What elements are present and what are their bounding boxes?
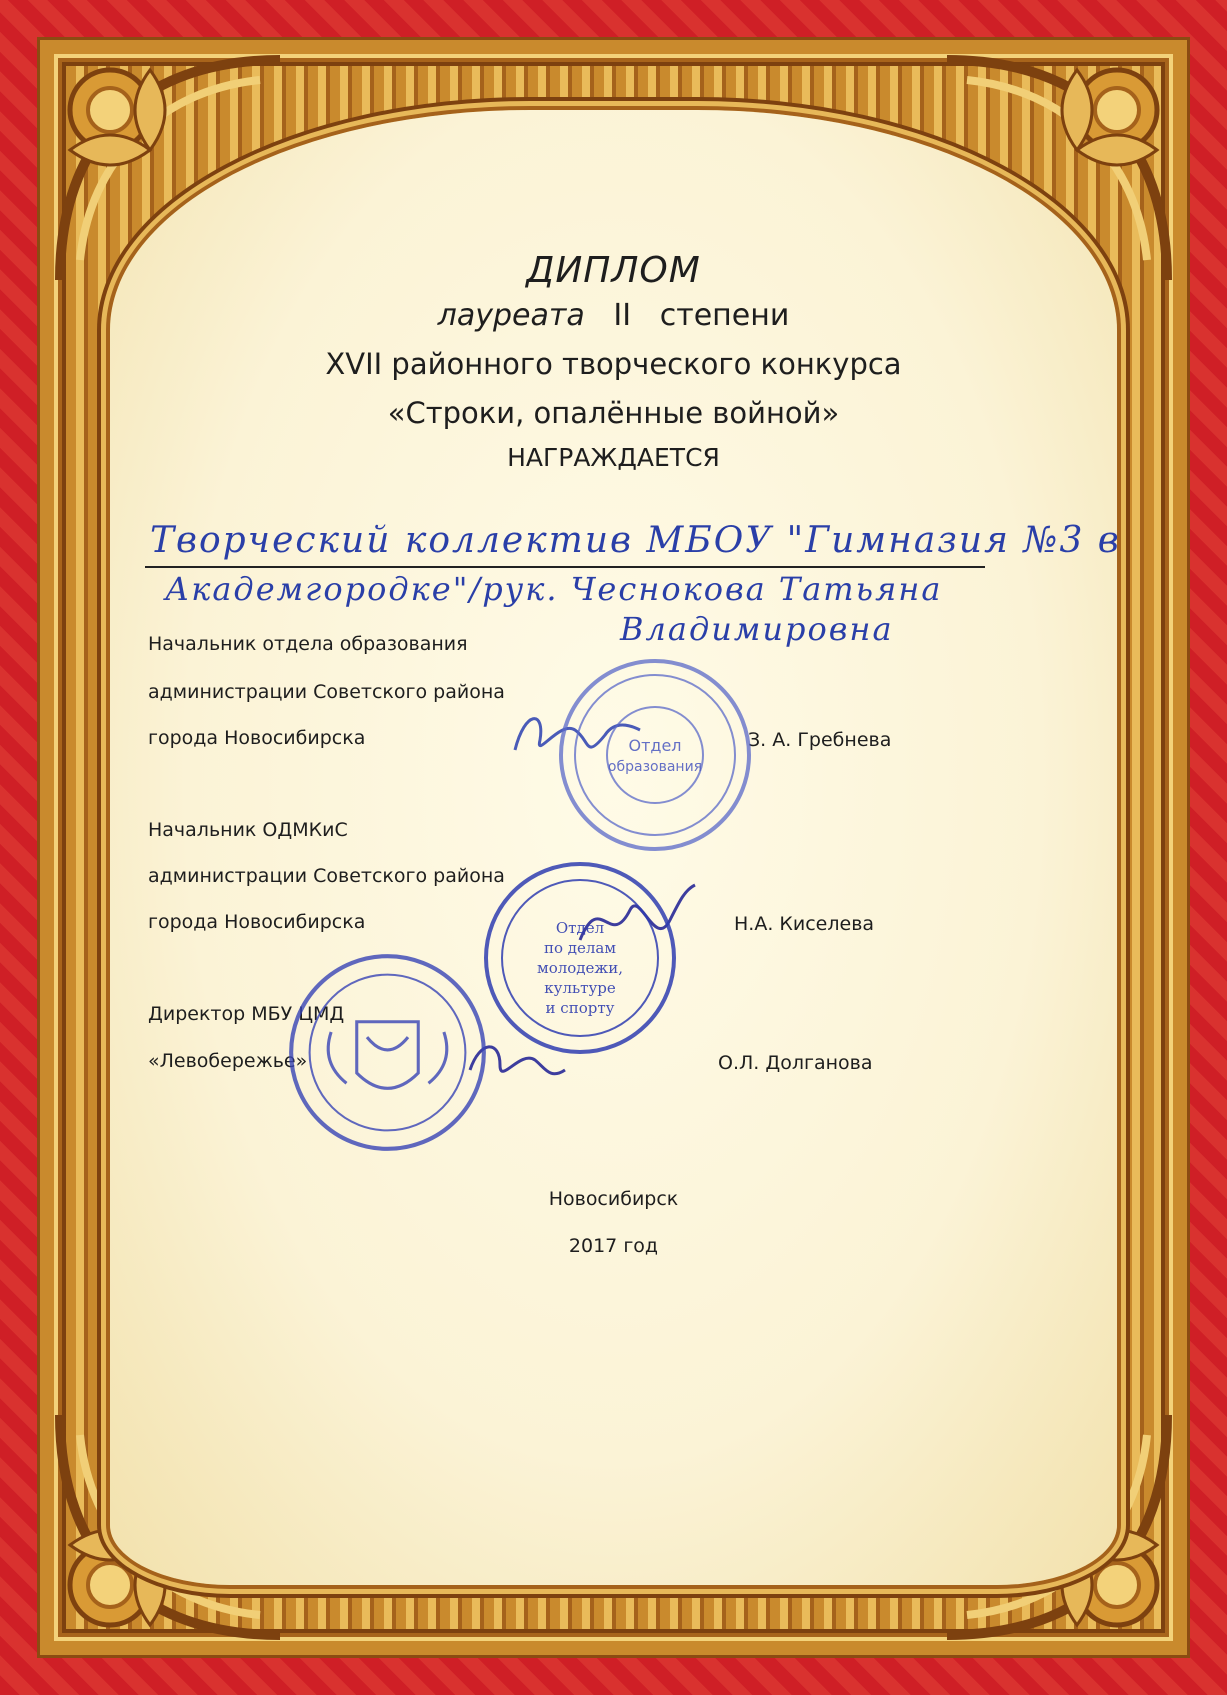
laureate-degree-rest: степени: [659, 298, 790, 333]
diploma-title: ДИПЛОМ: [526, 250, 701, 291]
stamp-youth-culture-department: [480, 858, 680, 1058]
contest-line: XVII районного творческого конкурса: [325, 347, 902, 381]
laureate-degree-line: [0, 298, 1227, 333]
signatory-3-line-2: «Левобережье»: [148, 1050, 308, 1072]
signatory-3-line-1: Директор МБУ ЦМД: [148, 1003, 345, 1025]
laureate-word: лауреата: [437, 298, 585, 333]
city: Новосибирск: [548, 1188, 679, 1210]
stamp-2-center-text-line-1: Отдел: [555, 919, 605, 937]
signatory-1-line-2: администрации Советского района: [148, 681, 505, 703]
stamp-education-department: [555, 655, 755, 855]
stamp-2-center-text-line-5: и спорту: [545, 999, 615, 1017]
signatory-2-line-3: города Новосибирска: [148, 911, 366, 933]
stamp-2-center-text-line-3: молодежи,: [537, 959, 623, 977]
stamp-1-center-text-line-2: образования: [607, 759, 703, 775]
recipient-handwritten-line-2: Академгородке"/рук. Чеснокова Татьяна: [165, 570, 943, 608]
stamp-2-center-text-line-4: культуре: [544, 979, 616, 997]
laureate-degree: II: [613, 298, 632, 333]
signatory-1-line-1: Начальник отдела образования: [148, 633, 468, 655]
signatory-2-name: Н.А. Киселева: [734, 913, 875, 935]
stamp-2-center-text-line-2: по делам: [543, 939, 617, 957]
recipient-handwritten-line-3: Владимировна: [620, 610, 894, 648]
recipient-handwritten-line-1: Творческий коллектив МБОУ "Гимназия №3 в: [150, 520, 1121, 561]
stamp-1-center-text-line-1: Отдел: [628, 736, 682, 755]
contest-name: «Строки, опалённые войной»: [387, 396, 840, 430]
signatory-3-name: О.Л. Долганова: [718, 1052, 873, 1074]
signatory-1-line-3: города Новосибирска: [148, 727, 366, 749]
award-line: НАГРАЖДАЕТСЯ: [507, 443, 720, 472]
stamp-youth-leisure-center: [285, 950, 490, 1155]
signatory-2-line-1: Начальник ОДМКиС: [148, 819, 348, 841]
signatory-2-line-2: администрации Советского района: [148, 865, 505, 887]
year: 2017 год: [568, 1235, 659, 1257]
signatory-1-name: З. А. Гребнева: [748, 729, 892, 751]
recipient-underline: [145, 566, 985, 568]
